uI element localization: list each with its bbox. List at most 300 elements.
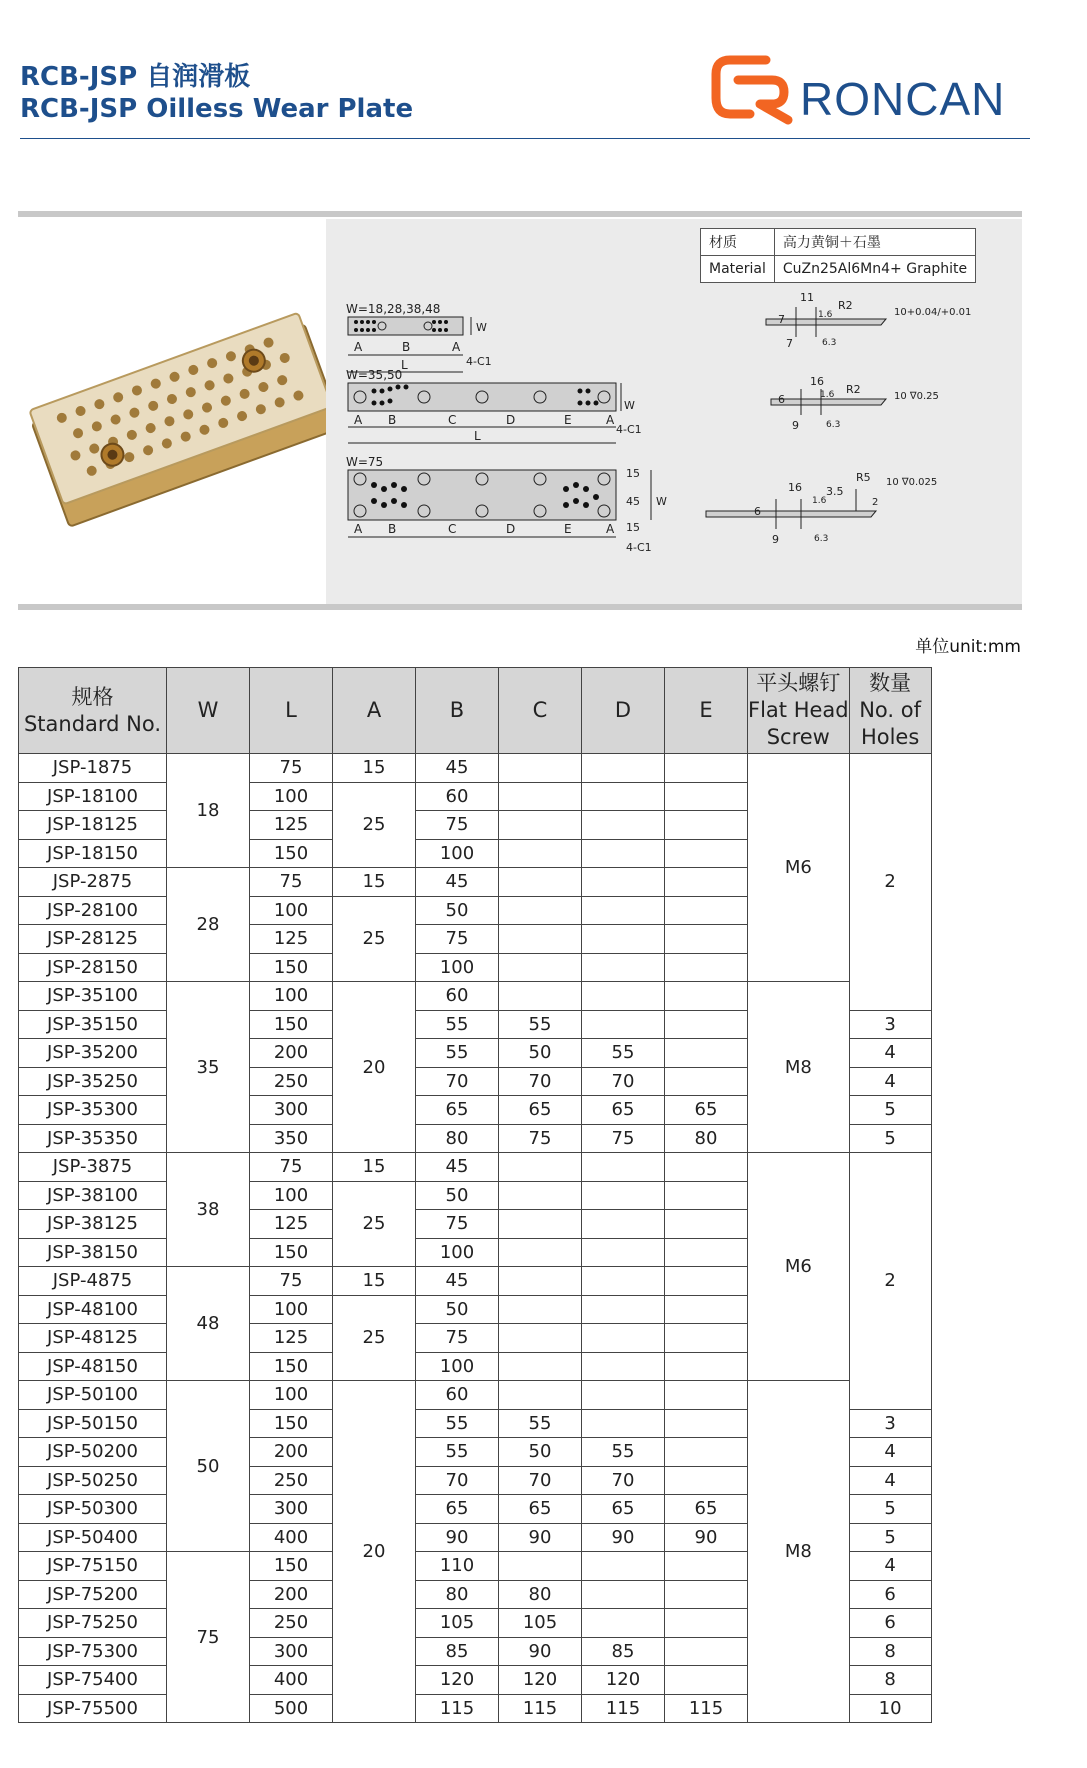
svg-text:9: 9	[792, 419, 799, 432]
svg-text:B: B	[388, 413, 397, 427]
cell-holes: 2	[849, 1153, 931, 1410]
cell-c: 70	[499, 1067, 582, 1096]
cell-c	[499, 1153, 582, 1182]
cell-e	[665, 1210, 748, 1239]
cell-b: 100	[416, 1352, 499, 1381]
cell-a: 25	[333, 1295, 416, 1381]
cell-e	[665, 953, 748, 982]
cell-d	[582, 1381, 665, 1410]
cell-a: 15	[333, 1267, 416, 1296]
svg-text:10 ∇0.025: 10 ∇0.025	[886, 477, 938, 488]
cell-c	[499, 1552, 582, 1581]
cell-b: 45	[416, 868, 499, 897]
cell-b: 75	[416, 811, 499, 840]
material-label-en: Material	[701, 256, 775, 283]
col-b: B	[416, 668, 499, 754]
cell-l: 125	[250, 1324, 333, 1353]
cell-standard-no: JSP-18100	[19, 782, 167, 811]
cell-standard-no: JSP-18150	[19, 839, 167, 868]
cell-d: 65	[582, 1495, 665, 1524]
svg-text:W: W	[656, 495, 667, 508]
cell-standard-no: JSP-35200	[19, 1039, 167, 1068]
cell-l: 100	[250, 1295, 333, 1324]
cell-a: 15	[333, 868, 416, 897]
cell-holes: 8	[849, 1637, 931, 1666]
cell-e	[665, 1181, 748, 1210]
cell-screw: M6	[748, 754, 850, 982]
cell-c: 55	[499, 1409, 582, 1438]
cell-d	[582, 1153, 665, 1182]
svg-text:1.6: 1.6	[818, 310, 833, 320]
cell-c: 50	[499, 1438, 582, 1467]
svg-text:B: B	[388, 522, 397, 536]
cell-l: 400	[250, 1523, 333, 1552]
cell-b: 80	[416, 1124, 499, 1153]
cell-b: 50	[416, 896, 499, 925]
cell-a: 20	[333, 982, 416, 1153]
d1-width-label: W=18,28,38,48	[346, 302, 441, 316]
cell-c	[499, 811, 582, 840]
cell-c: 50	[499, 1039, 582, 1068]
cell-l: 100	[250, 782, 333, 811]
cell-d	[582, 953, 665, 982]
cell-a: 15	[333, 754, 416, 783]
cell-c: 90	[499, 1523, 582, 1552]
cell-standard-no: JSP-75150	[19, 1552, 167, 1581]
cell-e	[665, 1324, 748, 1353]
cell-l: 75	[250, 1267, 333, 1296]
cell-b: 75	[416, 925, 499, 954]
svg-text:15: 15	[626, 521, 640, 534]
cell-l: 100	[250, 982, 333, 1011]
cell-d: 55	[582, 1438, 665, 1467]
cell-e	[665, 1438, 748, 1467]
cell-c: 105	[499, 1609, 582, 1638]
cell-d	[582, 1580, 665, 1609]
cell-d: 85	[582, 1637, 665, 1666]
cell-b: 75	[416, 1324, 499, 1353]
cell-standard-no: JSP-75400	[19, 1666, 167, 1695]
svg-text:D: D	[506, 413, 516, 427]
cell-b: 65	[416, 1096, 499, 1125]
cell-c: 70	[499, 1466, 582, 1495]
svg-text:1.6: 1.6	[820, 390, 835, 400]
cell-l: 150	[250, 839, 333, 868]
cell-e	[665, 896, 748, 925]
col-c: C	[499, 668, 582, 754]
svg-text:16: 16	[810, 375, 824, 388]
cell-d	[582, 1210, 665, 1239]
svg-text:10+0.04/+0.01: 10+0.04/+0.01	[894, 307, 972, 318]
cell-holes: 3	[849, 1409, 931, 1438]
cell-d	[582, 1609, 665, 1638]
cell-c: 90	[499, 1637, 582, 1666]
svg-text:4-C1: 4-C1	[616, 423, 642, 436]
cell-d	[582, 782, 665, 811]
cell-e	[665, 1039, 748, 1068]
cell-a: 20	[333, 1381, 416, 1723]
svg-text:C: C	[448, 522, 457, 536]
cell-b: 55	[416, 1409, 499, 1438]
cell-screw: M6	[748, 1153, 850, 1381]
cell-d	[582, 1010, 665, 1039]
cell-l: 100	[250, 1181, 333, 1210]
cell-b: 65	[416, 1495, 499, 1524]
cell-d	[582, 1324, 665, 1353]
d2-width-label: W=35,50	[346, 368, 403, 382]
col-a: A	[333, 668, 416, 754]
cell-w: 35	[167, 982, 250, 1153]
cell-l: 400	[250, 1666, 333, 1695]
spec-table	[18, 667, 932, 1723]
svg-text:A: A	[452, 340, 461, 354]
cell-d: 70	[582, 1067, 665, 1096]
cell-e	[665, 868, 748, 897]
material-label-cn: 材质	[701, 229, 775, 256]
cell-b: 75	[416, 1210, 499, 1239]
cell-holes: 10	[849, 1694, 931, 1723]
svg-text:E: E	[564, 522, 572, 536]
cell-e: 90	[665, 1523, 748, 1552]
cell-e	[665, 811, 748, 840]
col-flat-head-screw: 平头螺钉 Flat Head Screw	[748, 668, 850, 754]
cell-e: 65	[665, 1096, 748, 1125]
svg-text:15: 15	[626, 467, 640, 480]
cell-standard-no: JSP-48150	[19, 1352, 167, 1381]
col-e: E	[665, 668, 748, 754]
table-row	[19, 982, 932, 1011]
col-w: W	[167, 668, 250, 754]
cell-e	[665, 1609, 748, 1638]
cell-l: 150	[250, 1552, 333, 1581]
product-photo	[18, 219, 326, 604]
cell-e	[665, 925, 748, 954]
svg-text:A: A	[606, 413, 615, 427]
cell-standard-no: JSP-75200	[19, 1580, 167, 1609]
col-no-of-holes: 数量 No. of Holes	[849, 668, 931, 754]
unit-label: 单位unit:mm	[915, 637, 1021, 657]
cell-standard-no: JSP-50250	[19, 1466, 167, 1495]
cell-w: 48	[167, 1267, 250, 1381]
cell-e: 80	[665, 1124, 748, 1153]
cell-c	[499, 1210, 582, 1239]
svg-text:10 ∇0.25: 10 ∇0.25	[894, 391, 939, 402]
cell-holes: 6	[849, 1609, 931, 1638]
cell-standard-no: JSP-48100	[19, 1295, 167, 1324]
cell-d: 65	[582, 1096, 665, 1125]
cell-standard-no: JSP-50300	[19, 1495, 167, 1524]
cell-c: 80	[499, 1580, 582, 1609]
svg-text:4-C1: 4-C1	[466, 355, 492, 368]
cell-e	[665, 839, 748, 868]
col-standard-no: 规格 Standard No.	[19, 668, 167, 754]
cell-c	[499, 839, 582, 868]
cell-holes: 5	[849, 1096, 931, 1125]
material-table	[700, 228, 976, 283]
cell-b: 60	[416, 782, 499, 811]
cell-standard-no: JSP-18125	[19, 811, 167, 840]
cell-c	[499, 1324, 582, 1353]
cell-a: 25	[333, 782, 416, 868]
cell-d: 120	[582, 1666, 665, 1695]
cell-e	[665, 1352, 748, 1381]
svg-text:7: 7	[778, 313, 785, 326]
cell-b: 50	[416, 1295, 499, 1324]
cell-l: 200	[250, 1438, 333, 1467]
cell-standard-no: JSP-2875	[19, 868, 167, 897]
cell-l: 200	[250, 1039, 333, 1068]
svg-text:W: W	[476, 321, 487, 334]
svg-text:W: W	[624, 399, 635, 412]
cell-c	[499, 1295, 582, 1324]
cell-b: 55	[416, 1039, 499, 1068]
svg-text:6: 6	[778, 393, 785, 406]
cell-w: 75	[167, 1552, 250, 1723]
svg-text:1.6: 1.6	[812, 496, 827, 506]
cell-b: 120	[416, 1666, 499, 1695]
cell-b: 100	[416, 1238, 499, 1267]
col-d: D	[582, 668, 665, 754]
cell-c	[499, 982, 582, 1011]
svg-text:D: D	[506, 522, 516, 536]
cell-d	[582, 896, 665, 925]
cell-c	[499, 782, 582, 811]
cell-e	[665, 1381, 748, 1410]
cell-c: 55	[499, 1010, 582, 1039]
figure-bottom-bar	[18, 604, 1022, 610]
table-row	[19, 1153, 932, 1182]
svg-text:7: 7	[786, 337, 793, 350]
cell-c	[499, 1267, 582, 1296]
cell-standard-no: JSP-50200	[19, 1438, 167, 1467]
cell-c	[499, 1352, 582, 1381]
svg-text:A: A	[354, 340, 363, 354]
cell-standard-no: JSP-1875	[19, 754, 167, 783]
cell-b: 60	[416, 982, 499, 1011]
cell-b: 70	[416, 1067, 499, 1096]
svg-text:6.3: 6.3	[822, 338, 837, 348]
svg-text:16: 16	[788, 481, 802, 494]
cell-d	[582, 1552, 665, 1581]
cell-holes: 5	[849, 1495, 931, 1524]
cell-b: 60	[416, 1381, 499, 1410]
cell-a: 15	[333, 1153, 416, 1182]
cell-standard-no: JSP-3875	[19, 1153, 167, 1182]
svg-text:A: A	[354, 522, 363, 536]
cell-l: 150	[250, 1238, 333, 1267]
cell-b: 80	[416, 1580, 499, 1609]
cell-standard-no: JSP-35350	[19, 1124, 167, 1153]
svg-text:4-C1: 4-C1	[626, 541, 652, 554]
svg-text:9: 9	[772, 533, 779, 546]
d3-width-label: W=75	[346, 455, 384, 469]
cell-b: 45	[416, 1267, 499, 1296]
cell-standard-no: JSP-35300	[19, 1096, 167, 1125]
cell-d	[582, 1238, 665, 1267]
cell-holes: 4	[849, 1067, 931, 1096]
cell-e	[665, 1238, 748, 1267]
cell-standard-no: JSP-28100	[19, 896, 167, 925]
cell-holes: 4	[849, 1039, 931, 1068]
cell-b: 100	[416, 953, 499, 982]
svg-text:E: E	[564, 413, 572, 427]
cell-d	[582, 839, 665, 868]
cell-d	[582, 1352, 665, 1381]
cell-standard-no: JSP-75500	[19, 1694, 167, 1723]
cell-holes: 4	[849, 1552, 931, 1581]
cell-b: 55	[416, 1438, 499, 1467]
cell-e	[665, 1580, 748, 1609]
cell-holes: 4	[849, 1466, 931, 1495]
cell-standard-no: JSP-75300	[19, 1637, 167, 1666]
cell-e	[665, 1267, 748, 1296]
cell-b: 45	[416, 754, 499, 783]
cell-l: 125	[250, 811, 333, 840]
svg-text:A: A	[354, 413, 363, 427]
cell-l: 300	[250, 1637, 333, 1666]
cell-e	[665, 782, 748, 811]
svg-text:6.3: 6.3	[826, 420, 841, 430]
cell-e: 65	[665, 1495, 748, 1524]
cell-b: 55	[416, 1010, 499, 1039]
cell-b: 45	[416, 1153, 499, 1182]
svg-text:6.3: 6.3	[814, 534, 829, 544]
cell-b: 105	[416, 1609, 499, 1638]
cell-l: 250	[250, 1609, 333, 1638]
cell-d	[582, 925, 665, 954]
cell-l: 75	[250, 868, 333, 897]
cell-screw: M8	[748, 1381, 850, 1723]
cell-c	[499, 896, 582, 925]
cell-l: 150	[250, 1352, 333, 1381]
cell-e	[665, 1466, 748, 1495]
cell-b: 115	[416, 1694, 499, 1723]
cell-standard-no: JSP-28150	[19, 953, 167, 982]
brand-name: RONCAN	[800, 73, 1006, 125]
cell-d	[582, 1267, 665, 1296]
cell-l: 150	[250, 1409, 333, 1438]
cell-e	[665, 754, 748, 783]
cell-e	[665, 982, 748, 1011]
cell-l: 75	[250, 754, 333, 783]
figure-top-bar	[18, 211, 1022, 217]
cell-d: 75	[582, 1124, 665, 1153]
cell-c	[499, 868, 582, 897]
cell-c	[499, 953, 582, 982]
cell-d: 70	[582, 1466, 665, 1495]
svg-text:R2: R2	[838, 299, 853, 312]
cell-e	[665, 1552, 748, 1581]
cell-holes: 5	[849, 1124, 931, 1153]
cell-holes: 3	[849, 1010, 931, 1039]
cell-l: 75	[250, 1153, 333, 1182]
cell-e	[665, 1409, 748, 1438]
cell-standard-no: JSP-35100	[19, 982, 167, 1011]
cell-standard-no: JSP-35150	[19, 1010, 167, 1039]
page-title-en: RCB-JSP Oilless Wear Plate	[20, 94, 414, 124]
cell-a: 25	[333, 1181, 416, 1267]
cell-c: 75	[499, 1124, 582, 1153]
cell-e	[665, 1637, 748, 1666]
cell-standard-no: JSP-28125	[19, 925, 167, 954]
cell-standard-no: JSP-50100	[19, 1381, 167, 1410]
cell-standard-no: JSP-38100	[19, 1181, 167, 1210]
cell-w: 28	[167, 868, 250, 982]
logo-mark-icon	[716, 60, 788, 120]
cell-w: 18	[167, 754, 250, 868]
cell-c: 65	[499, 1096, 582, 1125]
cell-b: 100	[416, 839, 499, 868]
cell-l: 300	[250, 1495, 333, 1524]
cell-l: 150	[250, 1010, 333, 1039]
table-header-row	[19, 668, 932, 754]
svg-text:2: 2	[872, 497, 879, 508]
cell-w: 50	[167, 1381, 250, 1552]
cell-b: 85	[416, 1637, 499, 1666]
cell-l: 250	[250, 1466, 333, 1495]
cell-standard-no: JSP-48125	[19, 1324, 167, 1353]
cell-b: 70	[416, 1466, 499, 1495]
svg-text:L: L	[401, 358, 408, 372]
cell-b: 50	[416, 1181, 499, 1210]
cell-c	[499, 1238, 582, 1267]
cell-holes: 4	[849, 1438, 931, 1467]
table-row	[19, 754, 932, 783]
cell-l: 150	[250, 953, 333, 982]
cell-c	[499, 1381, 582, 1410]
cell-w: 38	[167, 1153, 250, 1267]
svg-text:11: 11	[800, 291, 814, 304]
cell-c: 120	[499, 1666, 582, 1695]
cell-d	[582, 754, 665, 783]
cell-a: 25	[333, 896, 416, 982]
cell-l: 250	[250, 1067, 333, 1096]
cell-d: 115	[582, 1694, 665, 1723]
cell-l: 300	[250, 1096, 333, 1125]
cell-b: 110	[416, 1552, 499, 1581]
cell-standard-no: JSP-38125	[19, 1210, 167, 1239]
cell-c: 115	[499, 1694, 582, 1723]
cell-l: 500	[250, 1694, 333, 1723]
cell-holes: 8	[849, 1666, 931, 1695]
cell-standard-no: JSP-35250	[19, 1067, 167, 1096]
svg-text:R5: R5	[856, 471, 871, 484]
cell-e	[665, 1010, 748, 1039]
cell-standard-no: JSP-50150	[19, 1409, 167, 1438]
svg-text:3.5: 3.5	[826, 485, 844, 498]
cell-standard-no: JSP-4875	[19, 1267, 167, 1296]
svg-text:A: A	[606, 522, 615, 536]
cell-l: 125	[250, 925, 333, 954]
page-title-cn: RCB-JSP 自润滑板	[20, 62, 251, 92]
svg-text:6: 6	[754, 505, 761, 518]
header-divider	[20, 138, 1030, 139]
cell-e: 115	[665, 1694, 748, 1723]
cell-d	[582, 1295, 665, 1324]
cell-holes: 2	[849, 754, 931, 1011]
table-row	[19, 1381, 932, 1410]
cell-b: 90	[416, 1523, 499, 1552]
material-value-cn: 高力黄铜＋石墨	[774, 229, 975, 256]
cell-l: 100	[250, 1381, 333, 1410]
cell-standard-no: JSP-38150	[19, 1238, 167, 1267]
cell-d	[582, 811, 665, 840]
cell-c: 65	[499, 1495, 582, 1524]
cell-c	[499, 925, 582, 954]
cell-holes: 5	[849, 1523, 931, 1552]
cell-e	[665, 1666, 748, 1695]
cell-d: 90	[582, 1523, 665, 1552]
